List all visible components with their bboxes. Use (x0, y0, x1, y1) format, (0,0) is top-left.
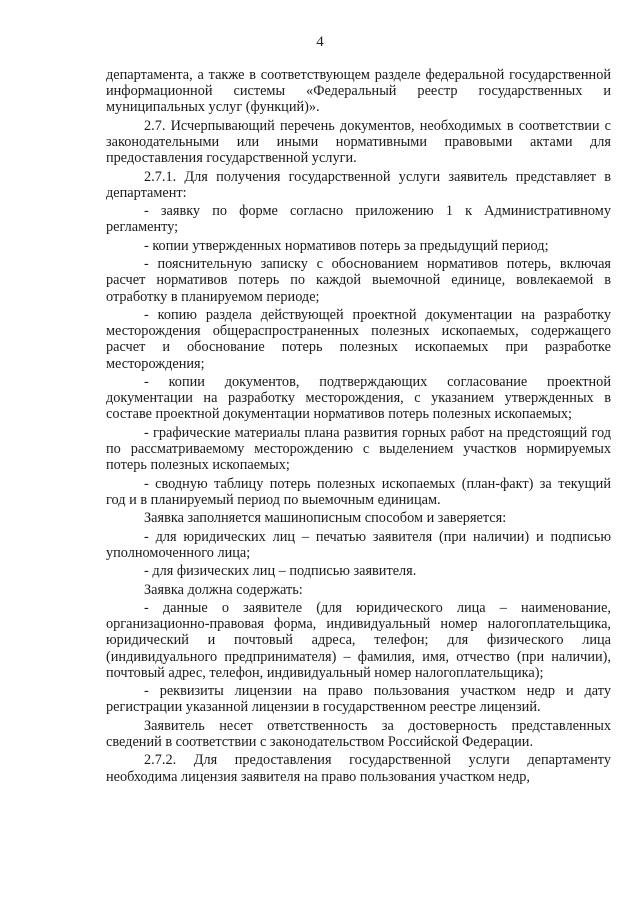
list-item-loss-standards-copies: - копии утвержденных нормативов потерь за предыдущий период; (144, 237, 549, 254)
paragraph-continuation: департамента, а также в соответствующем разделе федеральной государственной информационной системы «Федеральный реестр государственных и муниципальных услуг (функций)». (106, 67, 611, 116)
list-item-individuals: - для физических лиц – подписью заявителя. (144, 563, 417, 580)
paragraph-application-content: Заявка должна содержать: (144, 581, 303, 598)
list-item-graphic-materials: - графические материалы плана развития горных работ на предстоящий год по рассматриваемому месторождению с выделением участков нормируемых потерь полезных ископаемых; (106, 424, 611, 474)
list-item-license-details: - реквизиты лицензии на право пользования участком недр и дату регистрации указанной лицензии в государственном реестре лицензий. (106, 683, 611, 716)
list-item-explanatory-note: - пояснительную записку с обоснованием нормативов потерь, включая расчет нормативов потерь по каждой выемочной единице, вовлекаемой в отработку в планируемом периоде; (106, 256, 611, 305)
list-item-summary-table: - сводную таблицу потерь полезных ископаемых (план-факт) за текущий год и в планируемый период по выемочным единицам. (106, 475, 611, 508)
paragraph-section-2-7-1: 2.7.1. Для получения государственной услуги заявитель представляет в департамент: (106, 168, 611, 201)
list-item-project-documentation: - копию раздела действующей проектной документации на разработку месторождения общераспространенных полезных ископаемых, содержащего расчет и обоснование потерь полезных ископаемых при разработке месторождения; (106, 306, 611, 372)
list-item-approval-documents: - копии документов, подтверждающих согласование проектной документации на разработку месторождения, с указанием утвержденных в составе проектной документации нормативов потерь полезных ископаемых; (106, 373, 611, 423)
paragraph-application-filling: Заявка заполняется машинописным способом и заверяется: (144, 510, 507, 527)
paragraph-section-2-7: 2.7. Исчерпывающий перечень документов, необходимых в соответствии с законодательными или иными нормативными правовыми актами для предоставления государственной услуги. (106, 117, 611, 167)
paragraph-section-2-7-2: 2.7.2. Для предоставления государственной услуги департаменту необходима лицензия заявителя на право пользования участком недр, (106, 752, 611, 785)
list-item-application: - заявку по форме согласно приложению 1 к Административному регламенту; (106, 203, 611, 236)
paragraph-applicant-responsibility: Заявитель несет ответственность за достоверность представленных сведений в соответствии с законодательством Российской Федерации. (106, 717, 611, 750)
page-number: 4 (316, 34, 324, 50)
document-body (106, 67, 611, 787)
list-item-applicant-data: - данные о заявителе (для юридического лица – наименование, организационно-правовая форма, индивидуальный номер налогоплательщика, юридический и почтовый адреса, телефон; для физического лица (индивидуального предпринимателя) – фамилия, имя, отчество (при наличии), почтовый адрес, телефон, индивидуальный номер налогоплательщика); (106, 599, 611, 681)
list-item-legal-entities: - для юридических лиц – печатью заявителя (при наличии) и подписью уполномоченного лица; (106, 528, 611, 561)
